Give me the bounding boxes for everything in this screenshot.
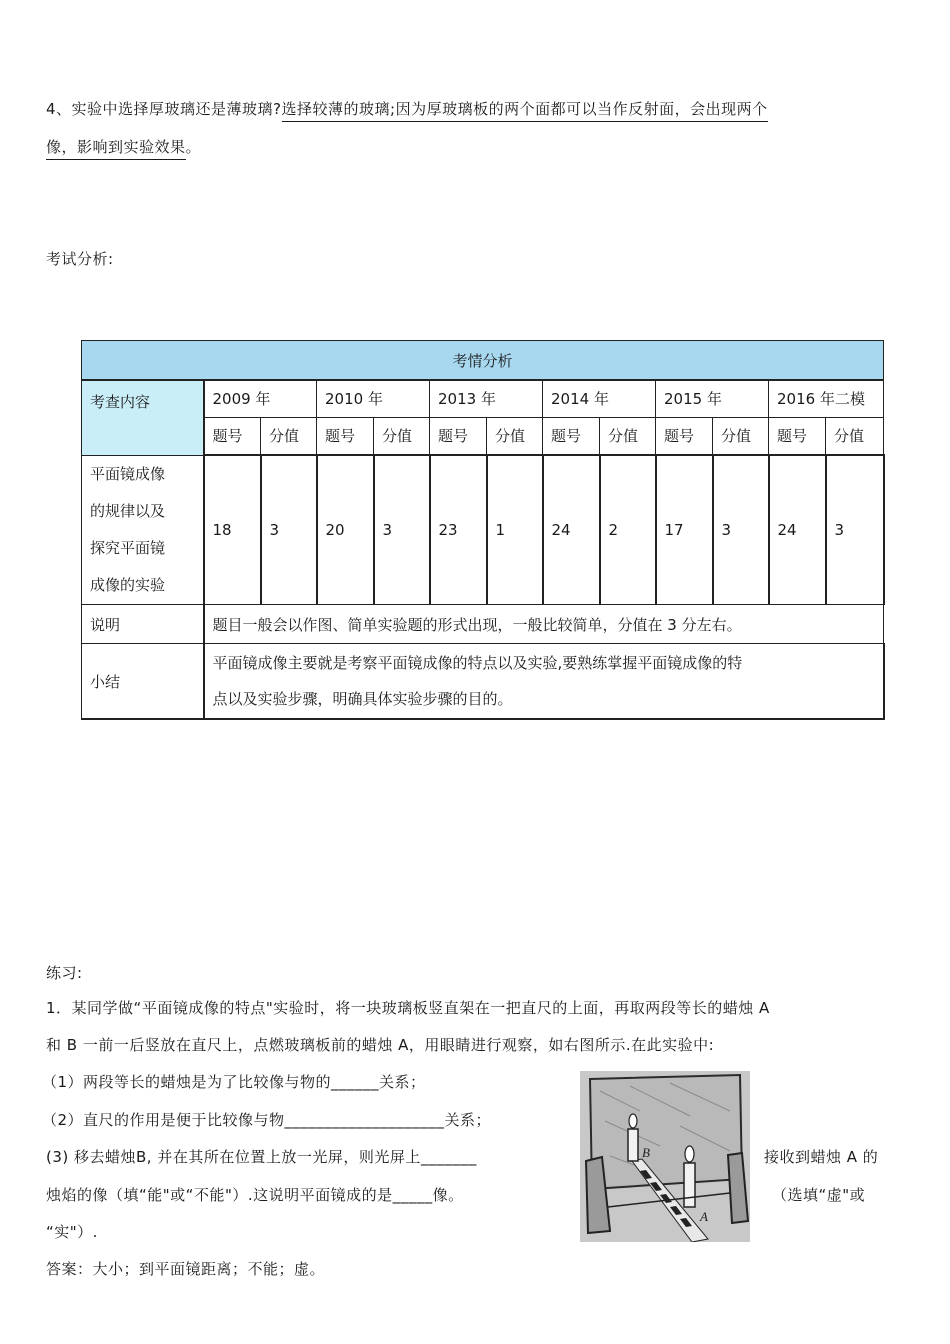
summary-line: 平面镜成像主要就是考察平面镜成像的特点以及实验,要熟练掌握平面镜成像的特: [212, 654, 743, 672]
year-header: 2016 年二模: [769, 380, 884, 417]
q1-line1: 1．某同学做“平面镜成像的特点"实验时，将一块玻璃板竖直架在一把直尺的上面，再取两段等长的蜡烛 A: [46, 999, 770, 1017]
year-header: 2010 年: [317, 380, 430, 417]
sub-header: 分值: [713, 417, 769, 455]
summary-cell: [204, 644, 884, 720]
q1-line2: 和 B 一前一后竖放在直尺上，点燃玻璃板前的蜡烛 A，用眼睛进行观察，如右图所示.在此实验中:: [46, 1036, 715, 1054]
sub-header: 题号: [317, 417, 374, 455]
sub-header: 题号: [543, 417, 600, 455]
sub-header: 题号: [769, 417, 826, 455]
value-cell: 18: [204, 455, 261, 605]
sub-header: 题号: [656, 417, 713, 455]
question-4-prefix: 4、实验中选择厚玻璃还是薄玻璃?: [46, 100, 282, 118]
topic-line: 的规律以及: [90, 501, 166, 520]
value-cell: 3: [374, 455, 430, 605]
note-label: 说明: [82, 605, 204, 644]
question-4-line2: [46, 136, 201, 157]
summary-label: 小结: [82, 644, 204, 720]
answer: 答案：大小；到平面镜距离；不能；虚。: [46, 1260, 326, 1278]
sub-header: 题号: [430, 417, 487, 455]
question-4-line1: [46, 98, 768, 119]
value-cell: 3: [826, 455, 884, 605]
sub-header: 分值: [261, 417, 317, 455]
note-text: 题目一般会以作图、简单实验题的形式出现，一般比较简单，分值在 3 分左右。: [204, 605, 884, 644]
question-4-answer-part2: 像，影响到实验效果: [46, 138, 186, 160]
topic-line: 成像的实验: [90, 575, 166, 594]
value-cell: 1: [487, 455, 543, 605]
value-cell: 20: [317, 455, 374, 605]
sub-question-1: （1）两段等长的蜡烛是为了比较像与物的______关系；: [42, 1073, 426, 1091]
label-b: B: [642, 1145, 650, 1160]
sub-header: 分值: [826, 417, 884, 455]
experiment-figure: [580, 1071, 750, 1242]
label-a: A: [700, 1209, 708, 1224]
value-cell: 17: [656, 455, 713, 605]
sub-header: 分值: [374, 417, 430, 455]
exam-analysis-table: [81, 340, 885, 720]
value-cell: 2: [600, 455, 656, 605]
exam-analysis-label: 考试分析:: [46, 250, 114, 268]
value-cell: 24: [769, 455, 826, 605]
value-cell: 3: [261, 455, 317, 605]
year-header: 2015 年: [656, 380, 769, 417]
question-4-answer-part1: 选择较薄的玻璃;因为厚玻璃板的两个面都可以当作反射面，会出现两个: [282, 100, 768, 122]
table-title: 考情分析: [82, 341, 884, 381]
topic-line: 平面镜成像: [90, 464, 166, 483]
topic-line: 探究平面镜: [90, 538, 166, 557]
sub-header: 分值: [600, 417, 656, 455]
value-cell: 24: [543, 455, 600, 605]
question-4-period: 。: [185, 138, 202, 156]
sub-question-2: （2）直尺的作用是便于比较像与物____________________关系；: [42, 1111, 492, 1129]
sub-header: 分值: [487, 417, 543, 455]
value-cell: 3: [713, 455, 769, 605]
year-header: 2013 年: [430, 380, 543, 417]
sub-header: 题号: [204, 417, 261, 455]
practice-label: 练习:: [46, 964, 83, 982]
summary-line: 点以及实验步骤，明确具体实验步骤的目的。: [212, 690, 513, 708]
sub-question-4: 烛焰的像（填“能"或“不能"）.这说明平面镜成的是_____像。: [46, 1186, 464, 1204]
year-header: 2014 年: [543, 380, 656, 417]
year-header: 2009 年: [204, 380, 317, 417]
topic-cell: [82, 455, 204, 605]
sub-question-3: (3) 移去蜡烛B, 并在其所在位置上放一光屏，则光屏上_______: [46, 1148, 477, 1166]
candle-mirror-illustration: [580, 1071, 750, 1242]
content-header: 考查内容: [82, 380, 204, 455]
sub-question-3-right: 接收到蜡烛 A 的: [764, 1148, 879, 1166]
value-cell: 23: [430, 455, 487, 605]
sub-question-4-right: （选填“虚"或: [772, 1186, 866, 1204]
sub-question-5: “实"）.: [46, 1223, 98, 1241]
